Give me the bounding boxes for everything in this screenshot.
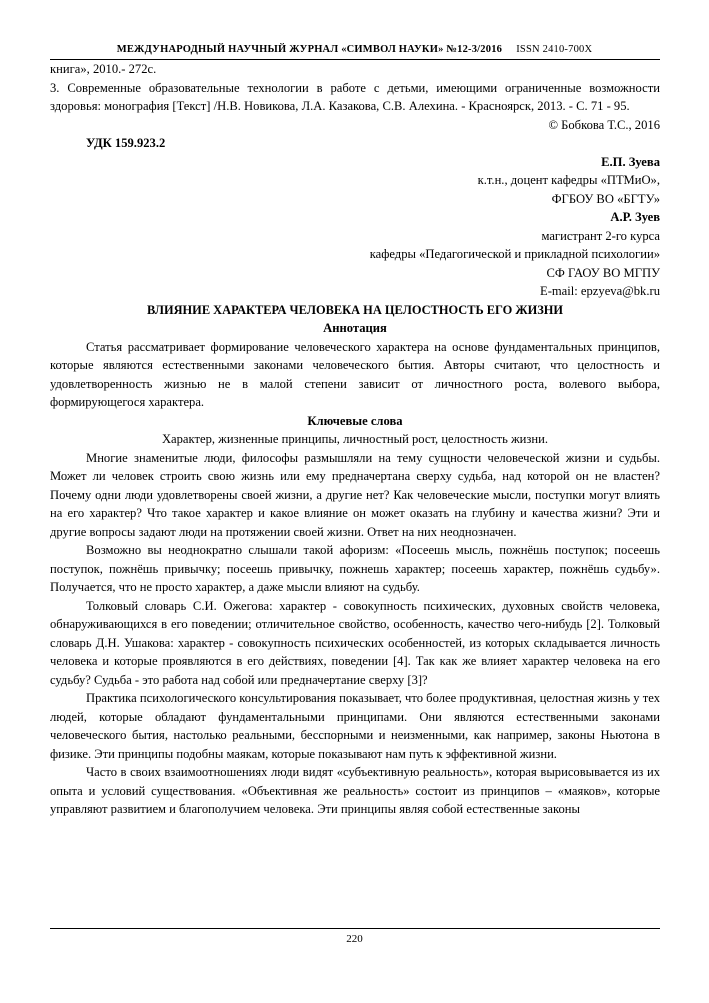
keywords-heading: Ключевые слова [307,413,403,428]
author-block [50,153,660,301]
author-1-name: Е.П. Зуева [601,154,660,169]
prev-ref-tail: книга», 2010.- 272с. [50,62,157,76]
article-title: ВЛИЯНИЕ ХАРАКТЕРА ЧЕЛОВЕКА НА ЦЕЛОСТНОСТЬ ЕГО ЖИЗНИ [146,302,564,317]
body-paragraph-1: Многие знаменитые люди, философы размышляли на тему сущности человеческой жизни и судьбы. Может ли человек строить свою жизнь или ему предначертана сверху судьба, над которой он не властен? Почему одни люди удовлетворены своей жизни, а другие нет? Как человеческие мысли, поступки могут влиять на его характер? Что такое характер и какое влияние он может оказать на глубину и качества жизни? Эти и другие вопросы задают люди на протяжении своей жизни. Ответ на них неоднозначен. [50,450,660,539]
keywords-text: Характер, жизненные принципы, личностный рост, целостность жизни. [161,432,549,446]
author-2-position: магистрант 2-го курса [541,228,660,243]
author-1-affiliation: ФГБОУ ВО «БГТУ» [551,191,660,206]
author-2-affiliation: СФ ГАОУ ВО МГПУ [546,265,660,280]
author-2-name: А.Р. Зуев [610,210,660,224]
issn-text: ISSN 2410-700X [516,44,593,55]
body-paragraph-3: Толковый словарь С.И. Ожегова: характер - совокупность психических, духовных свойств человека, обнаруживающихся в его поведении; отличительное свойство, особенность, качество чего-нибудь [2]. Толковый словарь Д.Н. Ушакова: характер - совокупность психических особенностей, из которых складывается личность человека и которые проявляются в его действиях, поведении [4]. Так как же влияет характер человека на его судьбу? Судьба - это работа над собой или предначертание сверху [3]? [50,598,660,687]
author-2-email: E-mail: epzyeva@bk.ru [540,284,660,298]
annotation-text: Статья рассматривает формирование человеческого характера на основе фундаментальных принципов, которые являются естественными законами человеческого бытия. Авторы считают, что целостность и удовлетворенность жизнью не в малой степени зависит от личностного роста, волевого выбора, формирующегося характера. [50,339,660,409]
page-number: 220 [346,933,363,945]
prev-copyright: © Бобкова Т.С., 2016 [548,117,660,132]
journal-header-text: МЕЖДУНАРОДНЫЙ НАУЧНЫЙ ЖУРНАЛ «СИМВОЛ НАУКИ» №12-3/2016 [116,44,503,55]
udc-code: УДК 159.923.2 [86,136,166,150]
author-1-position: к.т.н., доцент кафедры «ПТМиО», [477,173,660,187]
running-header [0,44,709,55]
body-paragraph-4: Практика психологического консультирования показывает, что более продуктивная, целостная жизнь у тех людей, которые обладают фундаментальными принципами. Они являются естественными законами человеческого бытия, настолько реальными, бесспорными и неизменными, как например, законы Ньютона в физике. Эти принципы подобны маякам, которые показывают нам путь к эффективной жизни. [50,691,660,761]
prev-reference-3: 3. Современные образовательные технологии в работе с детьми, имеющими ограниченные возможности здоровья: монография [Текст] /Н.В. Новикова, Л.А. Казакова, С.В. Алехина. - Красноярск, 2013. - С. 71 - 95. [50,80,660,113]
page-content [50,60,660,819]
annotation-heading: Аннотация [323,321,387,335]
body-paragraph-2: Возможно вы неоднократно слышали такой афоризм: «Посеешь мысль, пожнёшь поступок; посеешь поступок, пожнёшь привычку; посеешь привычку, пожнешь характер; посеешь характер, пожнёшь судьбу». Получается, что не просто характер, а даже мысли влияют на судьбу. [50,543,660,594]
body-paragraph-5: Часто в своих взаимоотношениях люди видят «субъективную реальность», которая вырисовывается из их опыта и условий существования. «Объективная же реальность» состоит из принципов – «маяков», которые управляют развитием и благополучием человека. Эти принципы являя собой естественные законы [50,765,660,816]
footer-divider [50,928,660,929]
author-2-department: кафедры «Педагогической и прикладной психологии» [369,247,660,261]
